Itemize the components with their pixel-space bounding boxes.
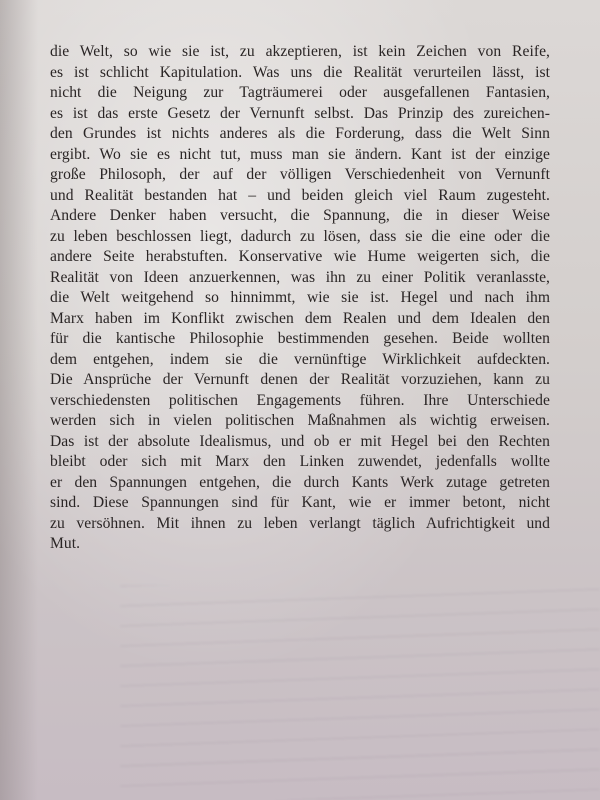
text-line: sind. Diese Spannungen sind für Kant, wie er immer betont, nicht <box>50 494 550 511</box>
text-line: andere Seite herabstuften. Konservative wie Hume weigerten sich, die <box>50 248 550 265</box>
text-line: zu versöhnen. Mit ihnen zu leben verlangt täglich Aufrichtigkeit und <box>50 514 550 532</box>
text-line: Marx haben im Konflikt zwischen dem Realen und dem Idealen den <box>50 309 550 327</box>
text-line: bleibt oder sich mit Marx den Linken zuwendet, jedenfalls wollte <box>50 453 550 470</box>
text-line: Andere Denker haben versucht, die Spannung, die in dieser Weise <box>50 207 550 224</box>
text-line: dem entgehen, indem sie die vernünftige Wirklichkeit aufdeckten. <box>50 350 550 368</box>
text-line: die Welt, so wie sie ist, zu akzeptieren, ist kein Zeichen von Reife, <box>50 43 550 60</box>
text-line: werden sich in vielen politischen Maßnahmen als wichtig erweisen. <box>50 412 550 429</box>
text-line: und Realität bestanden hat – und beiden gleich viel Raum zugesteht. <box>50 186 550 204</box>
text-line: es ist das erste Gesetz der Vernunft selbst. Das Prinzip des zureichen- <box>50 104 550 122</box>
text-line: Realität von Ideen anzuerkennen, was ihn zu einer Politik veranlasste, <box>50 268 550 286</box>
text-line: verschiedensten politischen Engagements führen. Ihre Unterschiede <box>50 391 550 409</box>
text-line: zu leben beschlossen liegt, dadurch zu lösen, dass sie die eine oder die <box>50 227 550 245</box>
text-line: er den Spannungen entgehen, die durch Kants Werk zutage getreten <box>50 473 550 491</box>
text-line: es ist schlicht Kapitulation. Was uns die Realität verurteilen lässt, ist <box>50 63 550 81</box>
body-text <box>50 42 550 555</box>
text-line: für die kantische Philosophie bestimmenden gesehen. Beide wollten <box>50 330 550 347</box>
text-line: Das ist der absolute Idealismus, und ob er mit Hegel bei den Rechten <box>50 432 550 450</box>
text-line: Die Ansprüche der Vernunft denen der Realität vorzuziehen, kann zu <box>50 371 550 388</box>
text-line: ergibt. Wo sie es nicht tut, muss man sie ändern. Kant ist der einzige <box>50 145 550 163</box>
text-line: Mut. <box>50 535 81 552</box>
text-line: die Welt weitgehend so hinnimmt, wie sie ist. Hegel und nach ihm <box>50 289 550 306</box>
page-gutter-shadow <box>0 0 38 800</box>
text-line: nicht die Neigung zur Tagträumerei oder ausgefallenen Fantasien, <box>50 84 550 101</box>
text-line: große Philosoph, der auf der völligen Verschiedenheit von Vernunft <box>50 166 550 183</box>
text-line: den Grundes ist nichts anderes als die Forderung, dass die Welt Sinn <box>50 125 550 142</box>
show-through-text <box>120 585 600 800</box>
